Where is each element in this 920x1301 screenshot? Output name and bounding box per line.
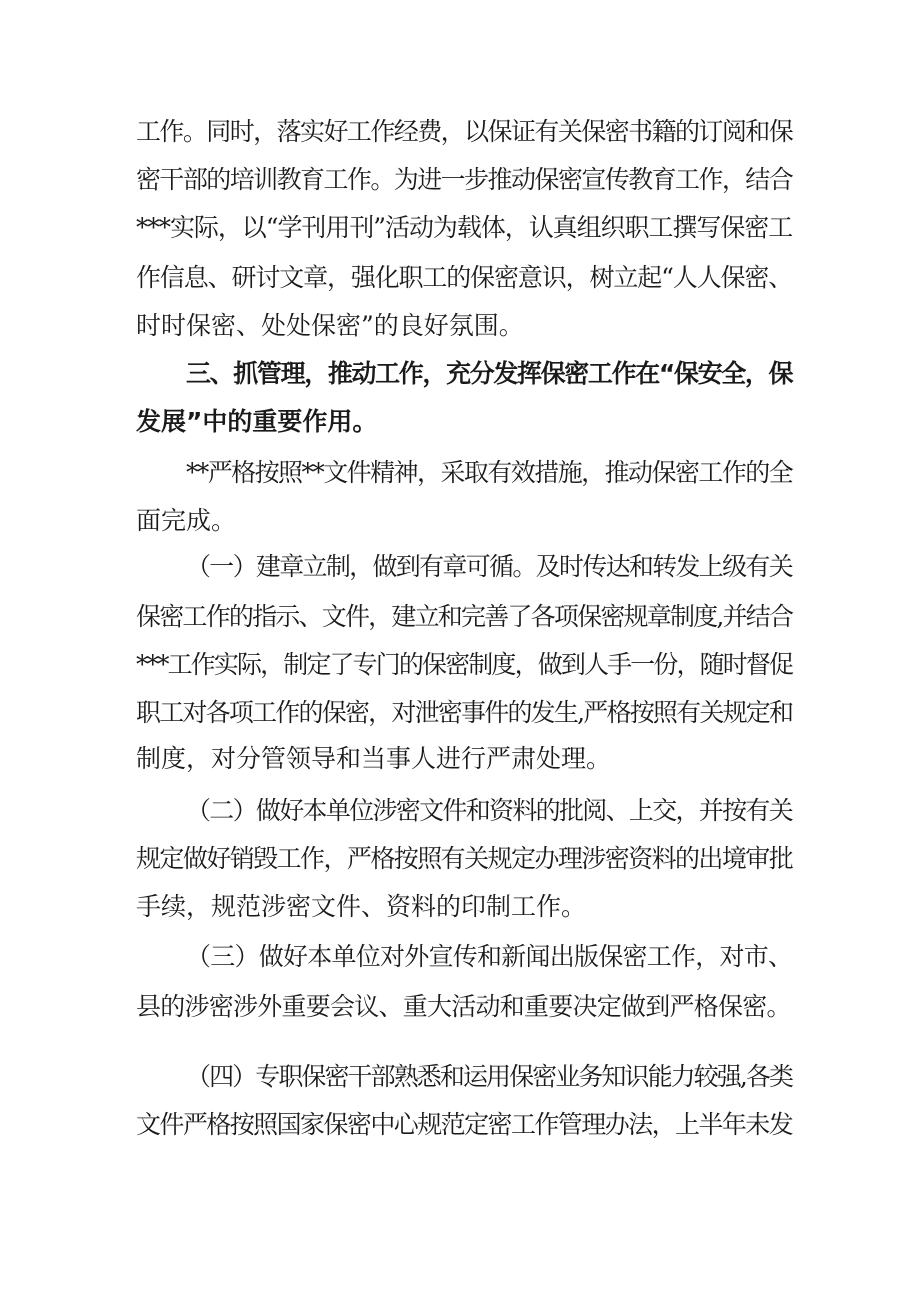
text-line: 时时保密、处处保密”的良好氛围。 (136, 311, 524, 340)
text-line: **严格按照**文件精神，采取有效措施，推动保密工作的全 (186, 458, 792, 487)
text-line: 密干部的培训教育工作。为进一步推动保密宣传教育工作，结合 (136, 165, 792, 194)
text-line: 职工对各项工作的保密，对泄密事件的发生,严格按照有关规定和 (136, 698, 792, 727)
text-line: 作信息、研讨文章，强化职工的保密意识，树立起“人人保密、 (136, 263, 792, 292)
text-line: 县的涉密涉外重要会议、重大活动和重要决定做到严格保密。 (136, 992, 791, 1021)
text-line: ***实际，以“学刊用刊”活动为载体，认真组织职工撰写保密工 (136, 213, 792, 242)
heading-line: 三、抓管理，推动工作，充分发挥保密工作在“保安全，保 (186, 359, 792, 388)
text-line: （三）做好本单位对外宣传和新闻出版保密工作，对市、 (186, 942, 793, 971)
text-line: 规定做好销毁工作，严格按照有关规定办理涉密资料的出境审批 (136, 844, 792, 873)
heading-line: 发展”中的重要作用。 (136, 407, 378, 436)
text-line: 面完成。 (136, 506, 237, 535)
text-line: 手续，规范涉密文件、资料的印制工作。 (136, 892, 587, 921)
text-line: （二）做好本单位涉密文件和资料的批阅、上交，并按有关 (186, 796, 792, 825)
text-line: （一）建章立制，做到有章可循。及时传达和转发上级有关 (186, 552, 792, 581)
text-line: ***工作实际，制定了专门的保密制度，做到人手一份，随时督促 (136, 650, 792, 679)
text-line: 保密工作的指示、文件，建立和完善了各项保密规章制度,并结合 (136, 602, 792, 631)
text-line: 文件严格按照国家保密中心规范定密工作管理办法，上半年未发 (136, 1110, 792, 1139)
text-line: （四）专职保密干部熟悉和运用保密业务知识能力较强,各类 (186, 1062, 792, 1091)
text-line: 制度，对分管领导和当事人进行严肃处理。 (136, 744, 612, 773)
text-line: 工作。同时，落实好工作经费，以保证有关保密书籍的订阅和保 (136, 117, 792, 146)
